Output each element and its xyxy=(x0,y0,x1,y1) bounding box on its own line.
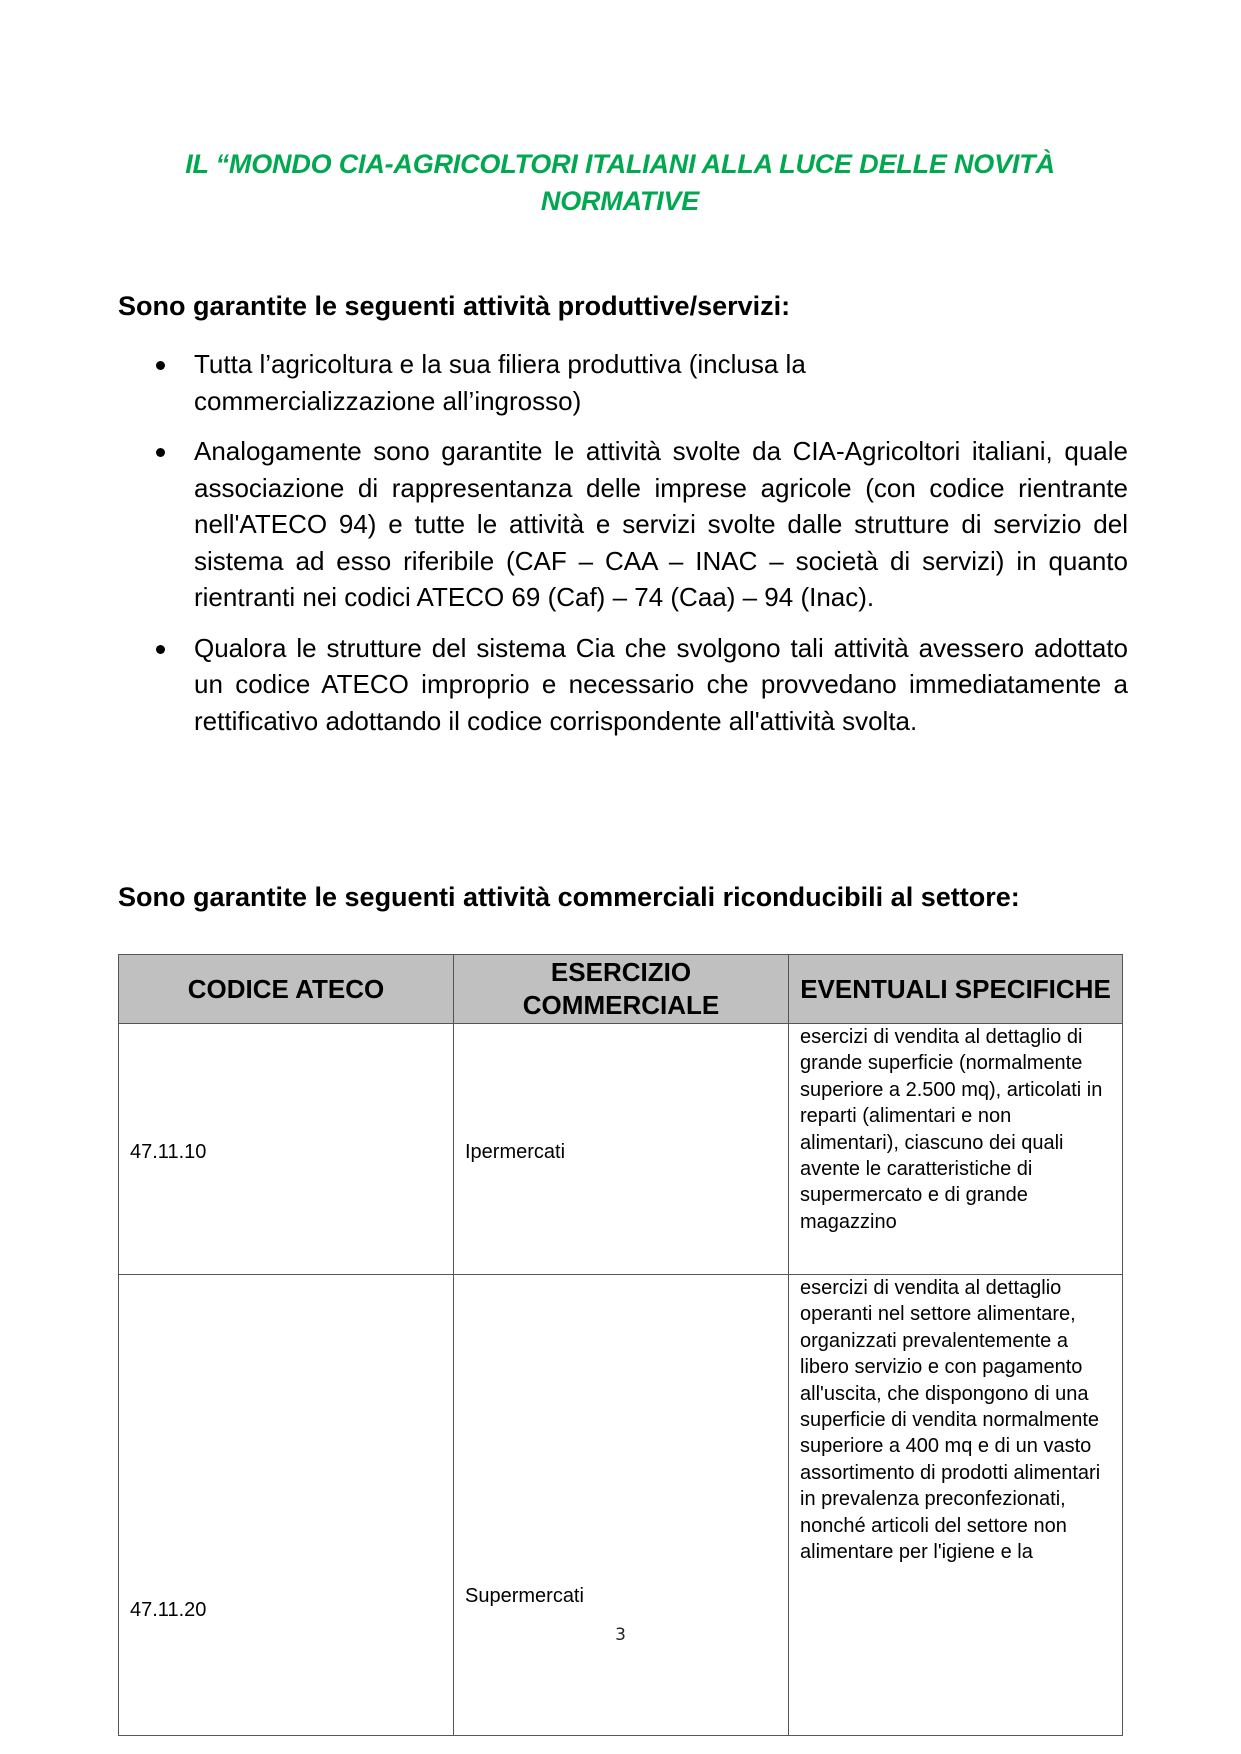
column-header-eventuali-specifiche: EVENTUALI SPECIFICHE xyxy=(789,955,1123,1024)
bullet-icon xyxy=(156,448,165,457)
cell-code: 47.11.20 xyxy=(119,1275,454,1736)
section-heading-productive-activities: Sono garantite le seguenti attività produttive/servizi: xyxy=(118,291,791,321)
cell-code: 47.11.10 xyxy=(119,1024,454,1275)
cell-name: Supermercati xyxy=(454,1275,789,1736)
section-heading-commercial-activities: Sono garantite le seguenti attività commerciali riconducibili al settore: xyxy=(118,882,1020,912)
document-title xyxy=(118,146,1122,220)
list-item-text: Qualora le strutture del sistema Cia che svolgono tali attività avessero adottato un codice ATECO improprio e necessario che provvedano immediatamente a rettificativo adottando il codice corrispondente all'attività svolta. xyxy=(194,632,1128,736)
list-item xyxy=(118,433,1128,616)
ateco-table xyxy=(118,954,1123,1736)
table-row xyxy=(119,1024,1123,1275)
title-line-2: NORMATIVE xyxy=(540,186,700,216)
bullet-icon xyxy=(156,361,165,370)
list-item xyxy=(118,346,1128,419)
table-row xyxy=(119,1275,1123,1736)
list-item-text: Tutta l’agricoltura e la sua filiera produttiva (inclusa la commercializzazione all’ingrosso) xyxy=(194,349,806,416)
cell-spec: esercizi di vendita al dettaglio di grande superficie (normalmente superiore a 2.500 mq), articolati in reparti (alimentari e non alimentari), ciascuno dei quali avente le caratteristiche di supermercato e di grande magazzino xyxy=(789,1024,1123,1275)
bullet-list xyxy=(118,346,1128,753)
list-item-text: Analogamente sono garantite le attività svolte da CIA-Agricoltori italiani, quale associazione di rappresentanza delle imprese agricole (con codice rientrante nell'ATECO 94) e tutte le attività e servizi svolte dalle strutture di servizio del sistema ad esso riferibile (CAF – CAA – INAC – società di servizi) in quanto rientranti nei codici ATECO 69 (Caf) – 74 (Caa) – 94 (Inac). xyxy=(194,436,1128,612)
column-header-esercizio-commerciale: ESERCIZIO COMMERCIALE xyxy=(454,955,789,1024)
column-header-codice-ateco: CODICE ATECO xyxy=(119,955,454,1024)
table-header-row xyxy=(119,955,1123,1024)
cell-name: Ipermercati xyxy=(454,1024,789,1275)
page-number: 3 xyxy=(615,1625,626,1645)
cell-spec: esercizi di vendita al dettaglio operanti nel settore alimentare, organizzati prevalentemente a libero servizio e con pagamento all'uscita, che dispongono di una superficie di vendita normalmente superiore a 400 mq e di un vasto assortimento di prodotti alimentari in prevalenza preconfezionati, nonché articoli del settore non alimentare per l'igiene e la xyxy=(789,1275,1123,1736)
bullet-icon xyxy=(156,645,165,654)
title-line-1: IL “MONDO CIA-AGRICOLTORI ITALIANI ALLA LUCE DELLE NOVITÀ xyxy=(185,149,1055,179)
list-item xyxy=(118,630,1128,740)
